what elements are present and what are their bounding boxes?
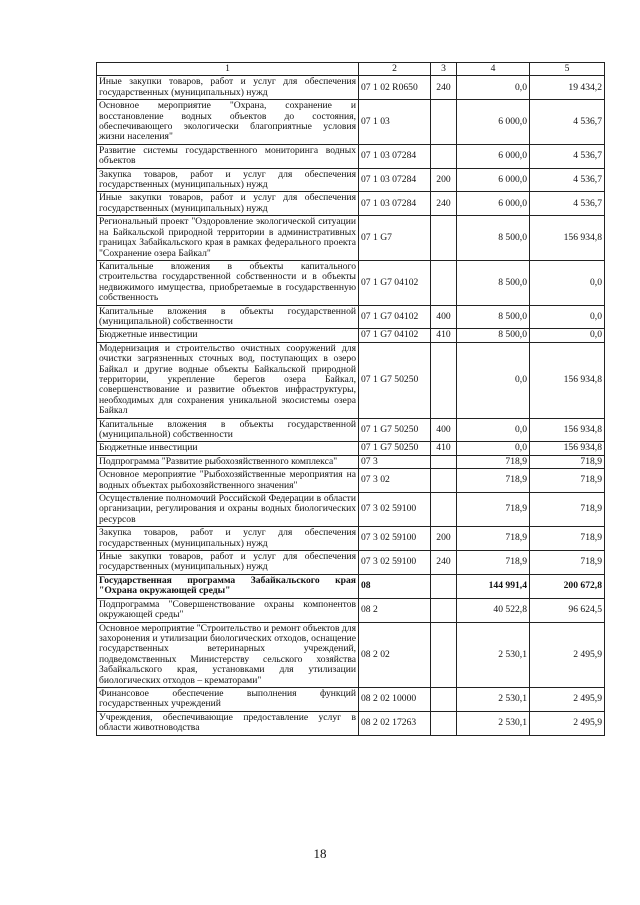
row-value-col4: 718,9 [457,493,530,527]
row-value-col4: 6 000,0 [457,168,530,192]
row-name: Закупка товаров, работ и услуг для обеспечения государственных (муниципальных) нужд [97,168,359,192]
row-name: Осуществление полномочий Российской Федерации в области организации, регулирования и охраны водных биологических ресурсов [97,493,359,527]
row-code: 08 2 [359,598,431,622]
row-expense-type [431,574,457,598]
row-value-col4: 0,0 [457,418,530,442]
row-expense-type: 400 [431,418,457,442]
row-value-col4: 0,0 [457,76,530,100]
row-name: Иные закупки товаров, работ и услуг для обеспечения государственных (муниципальных) нужд [97,551,359,575]
row-name: Бюджетные инвестиции [97,442,359,455]
row-expense-type [431,100,457,145]
row-value-col4: 6 000,0 [457,100,530,145]
row-expense-type [431,622,457,687]
table-row [97,260,605,305]
row-value-col5: 4 536,7 [530,100,605,145]
row-name: Капитальные вложения в объекты капитального строительства государственной собственности и в объекты недвижимого имущества, приобретаемые в государственную собственность [97,260,359,305]
row-value-col4: 718,9 [457,551,530,575]
table-row [97,493,605,527]
row-value-col5: 156 934,8 [530,342,605,418]
row-name: Региональный проект "Оздоровление экологической ситуации на Байкальской природной территории в административных границах Забайкальского края в рамках федерального проекта "Сохранение озера Байкал" [97,216,359,261]
table-row [97,687,605,711]
row-expense-type: 400 [431,305,457,329]
row-code: 07 1 G7 04102 [359,329,431,342]
column-header: 2 [359,63,431,76]
table-row [97,418,605,442]
row-expense-type [431,216,457,261]
table-row [97,527,605,551]
table-row [97,455,605,468]
row-code: 07 1 G7 50250 [359,442,431,455]
row-value-col5: 2 495,9 [530,687,605,711]
row-value-col5: 2 495,9 [530,711,605,735]
table-header-row [97,63,605,76]
row-value-col5: 19 434,2 [530,76,605,100]
row-value-col4: 2 530,1 [457,711,530,735]
row-name: Модернизация и строительство очистных сооружений для очистки загрязненных сточных вод, поступающих в озеро Байкал и другие водные объекты Байкальской природной территории, укрепление берегов озера Байкал, совершенствование и развитие объектов инфраструктуры, необходимых для сохранения уникальной экосистемы озера Байкал [97,342,359,418]
table-row [97,622,605,687]
table-row [97,144,605,168]
row-value-col5: 200 672,8 [530,574,605,598]
row-name: Капитальные вложения в объекты государственной (муниципальной) собственности [97,305,359,329]
row-expense-type [431,144,457,168]
row-value-col5: 718,9 [530,551,605,575]
row-code: 07 3 02 59100 [359,527,431,551]
row-code: 07 1 G7 [359,216,431,261]
row-code: 07 1 G7 50250 [359,418,431,442]
row-name: Государственная программа Забайкальского края "Охрана окружающей среды" [97,574,359,598]
row-expense-type [431,342,457,418]
row-expense-type: 240 [431,551,457,575]
row-name: Подпрограмма "Совершенствование охраны компонентов окружающей среды" [97,598,359,622]
row-value-col5: 718,9 [530,469,605,493]
table-row [97,192,605,216]
row-name: Иные закупки товаров, работ и услуг для обеспечения государственных (муниципальных) нужд [97,192,359,216]
table-row [97,100,605,145]
table-row [97,216,605,261]
row-expense-type [431,687,457,711]
table-row [97,76,605,100]
column-header: 5 [530,63,605,76]
row-value-col4: 8 500,0 [457,260,530,305]
row-code: 07 1 03 07284 [359,168,431,192]
row-code: 07 1 G7 04102 [359,305,431,329]
row-name: Финансовое обеспечение выполнения функций государственных учреждений [97,687,359,711]
row-code: 07 1 03 [359,100,431,145]
row-value-col5: 156 934,8 [530,216,605,261]
row-name: Закупка товаров, работ и услуг для обеспечения государственных (муниципальных) нужд [97,527,359,551]
table-row [97,342,605,418]
page-number: 18 [313,846,327,861]
row-value-col4: 718,9 [457,455,530,468]
row-code: 07 1 G7 04102 [359,260,431,305]
budget-table [96,62,605,736]
row-value-col4: 0,0 [457,342,530,418]
row-value-col4: 8 500,0 [457,305,530,329]
row-code: 08 2 02 [359,622,431,687]
row-expense-type [431,711,457,735]
row-value-col4: 6 000,0 [457,144,530,168]
row-value-col5: 156 934,8 [530,442,605,455]
row-expense-type: 200 [431,168,457,192]
row-expense-type [431,598,457,622]
row-code: 07 1 03 07284 [359,192,431,216]
row-value-col5: 718,9 [530,493,605,527]
row-expense-type [431,493,457,527]
table-row [97,551,605,575]
row-expense-type [431,260,457,305]
row-code: 07 1 02 R0650 [359,76,431,100]
row-code: 07 3 02 59100 [359,551,431,575]
row-name: Основное мероприятие "Строительство и ремонт объектов для захоронения и утилизации биологических отходов, оснащение государственных ветеринарных учреждений, подведомственных Министерству сельского хозяйства Забайкальского края, установками для утилизации биологических отходов – крематорами" [97,622,359,687]
column-header: 1 [97,63,359,76]
table-row [97,711,605,735]
row-name: Учреждения, обеспечивающие предоставление услуг в области животноводства [97,711,359,735]
table-row [97,168,605,192]
row-value-col4: 2 530,1 [457,687,530,711]
row-code: 08 2 02 17263 [359,711,431,735]
row-code: 07 3 [359,455,431,468]
table-row [97,469,605,493]
row-code: 08 [359,574,431,598]
table-row [97,442,605,455]
row-value-col4: 6 000,0 [457,192,530,216]
row-expense-type: 240 [431,76,457,100]
column-header: 4 [457,63,530,76]
table-row [97,329,605,342]
row-code: 07 1 03 07284 [359,144,431,168]
row-name: Иные закупки товаров, работ и услуг для обеспечения государственных (муниципальных) нужд [97,76,359,100]
row-name: Подпрограмма "Развитие рыбохозяйственного комплекса" [97,455,359,468]
row-value-col4: 0,0 [457,442,530,455]
row-value-col5: 4 536,7 [530,168,605,192]
row-value-col5: 4 536,7 [530,144,605,168]
row-value-col4: 40 522,8 [457,598,530,622]
row-name: Бюджетные инвестиции [97,329,359,342]
row-value-col5: 156 934,8 [530,418,605,442]
row-expense-type: 410 [431,329,457,342]
row-value-col5: 0,0 [530,329,605,342]
row-value-col4: 8 500,0 [457,329,530,342]
row-name: Развитие системы государственного мониторинга водных объектов [97,144,359,168]
row-value-col5: 4 536,7 [530,192,605,216]
row-code: 07 3 02 [359,469,431,493]
row-expense-type: 200 [431,527,457,551]
column-header: 3 [431,63,457,76]
row-expense-type [431,469,457,493]
row-name: Основное мероприятие "Рыбохозяйственные мероприятия на водных объектах рыбохозяйственного значения" [97,469,359,493]
row-expense-type [431,455,457,468]
row-value-col4: 718,9 [457,527,530,551]
row-value-col4: 718,9 [457,469,530,493]
row-value-col5: 718,9 [530,455,605,468]
row-code: 07 1 G7 50250 [359,342,431,418]
row-value-col4: 144 991,4 [457,574,530,598]
row-value-col4: 8 500,0 [457,216,530,261]
row-code: 08 2 02 10000 [359,687,431,711]
row-expense-type: 410 [431,442,457,455]
row-value-col5: 96 624,5 [530,598,605,622]
row-value-col5: 2 495,9 [530,622,605,687]
row-value-col4: 2 530,1 [457,622,530,687]
row-value-col5: 0,0 [530,260,605,305]
table-row [97,574,605,598]
row-expense-type: 240 [431,192,457,216]
table-row [97,598,605,622]
table-row [97,305,605,329]
row-name: Капитальные вложения в объекты государственной (муниципальной) собственности [97,418,359,442]
row-value-col5: 0,0 [530,305,605,329]
row-name: Основное мероприятие "Охрана, сохранение и восстановление водных объектов до состояния, обеспечивающего экологически благоприятные условия жизни населения" [97,100,359,145]
row-value-col5: 718,9 [530,527,605,551]
row-code: 07 3 02 59100 [359,493,431,527]
